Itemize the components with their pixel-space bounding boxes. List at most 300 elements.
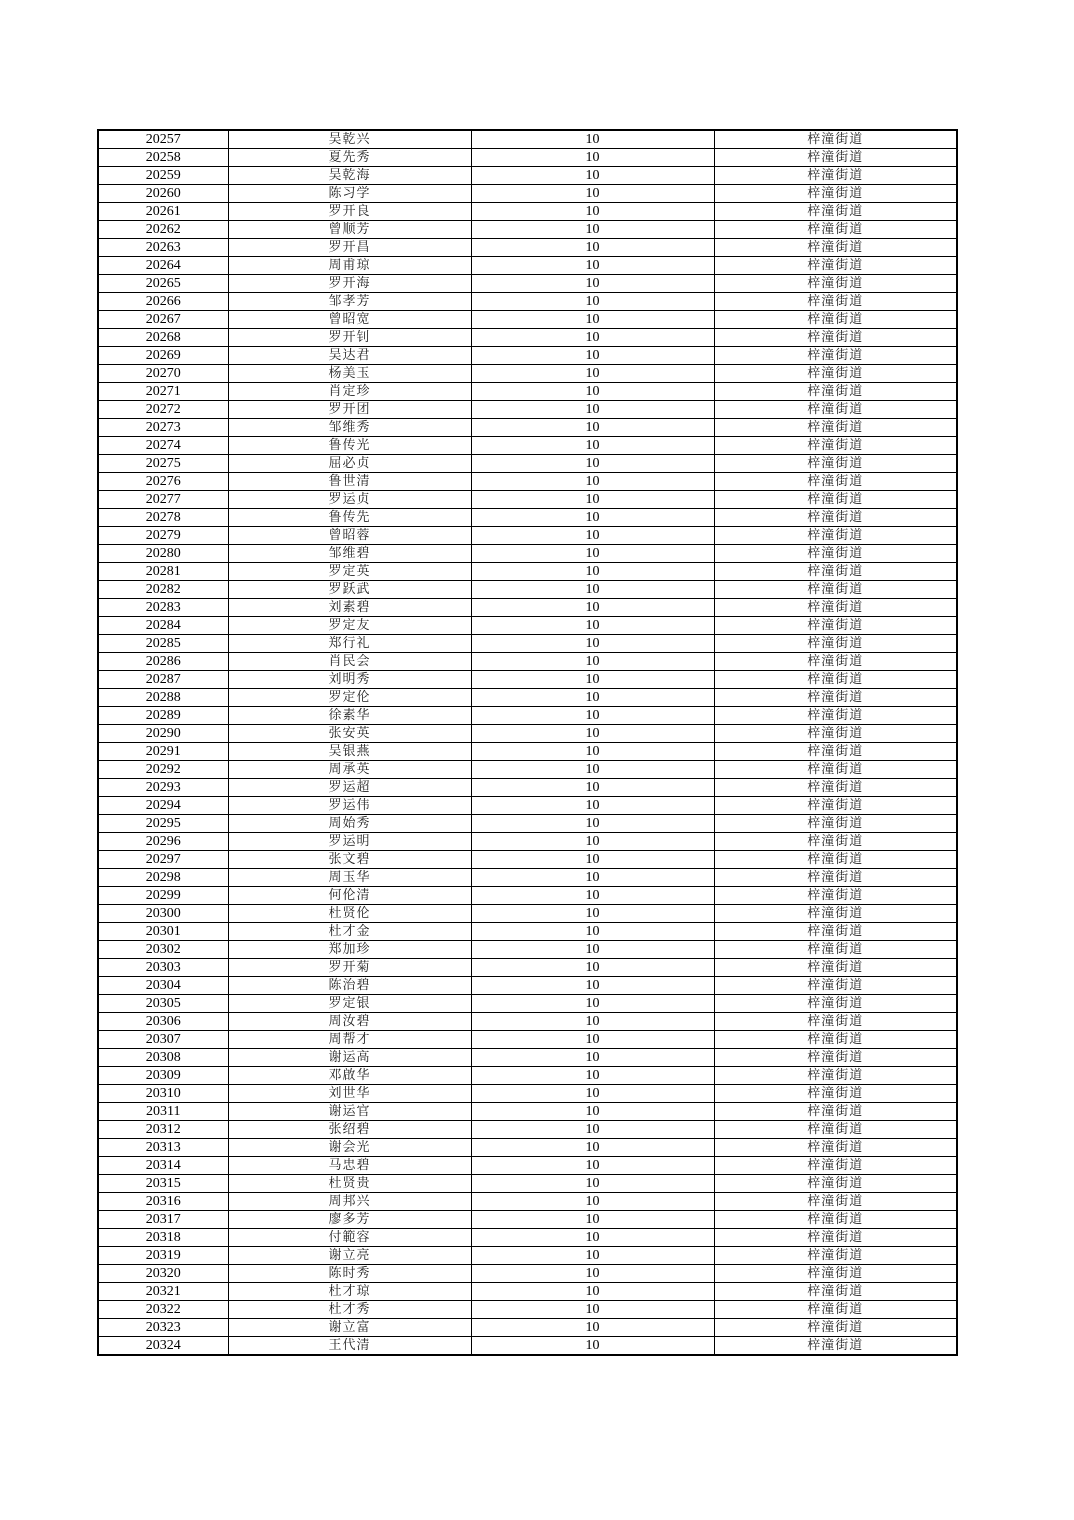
table-row xyxy=(98,1319,957,1337)
cell-amount: 10 xyxy=(471,959,714,977)
cell-id: 20323 xyxy=(98,1319,228,1337)
cell-id: 20274 xyxy=(98,437,228,455)
cell-name: 谢会光 xyxy=(228,1139,471,1157)
cell-id: 20294 xyxy=(98,797,228,815)
cell-id: 20291 xyxy=(98,743,228,761)
cell-amount: 10 xyxy=(471,581,714,599)
cell-amount: 10 xyxy=(471,1175,714,1193)
cell-id: 20313 xyxy=(98,1139,228,1157)
cell-street: 梓潼街道 xyxy=(714,527,957,545)
cell-amount: 10 xyxy=(471,239,714,257)
cell-amount: 10 xyxy=(471,185,714,203)
cell-name: 刘明秀 xyxy=(228,671,471,689)
cell-name: 肖定珍 xyxy=(228,383,471,401)
cell-street: 梓潼街道 xyxy=(714,1067,957,1085)
cell-amount: 10 xyxy=(471,293,714,311)
cell-name: 周玉华 xyxy=(228,869,471,887)
cell-id: 20268 xyxy=(98,329,228,347)
cell-id: 20282 xyxy=(98,581,228,599)
cell-amount: 10 xyxy=(471,869,714,887)
cell-street: 梓潼街道 xyxy=(714,1319,957,1337)
table-row xyxy=(98,761,957,779)
table-row xyxy=(98,887,957,905)
cell-amount: 10 xyxy=(471,221,714,239)
cell-street: 梓潼街道 xyxy=(714,995,957,1013)
cell-amount: 10 xyxy=(471,707,714,725)
cell-name: 罗运明 xyxy=(228,833,471,851)
table-row xyxy=(98,671,957,689)
cell-street: 梓潼街道 xyxy=(714,329,957,347)
cell-street: 梓潼街道 xyxy=(714,1013,957,1031)
cell-name: 肖民会 xyxy=(228,653,471,671)
cell-street: 梓潼街道 xyxy=(714,1337,957,1356)
table-row xyxy=(98,455,957,473)
table-row xyxy=(98,1247,957,1265)
table-row xyxy=(98,239,957,257)
cell-name: 谢立亮 xyxy=(228,1247,471,1265)
cell-id: 20307 xyxy=(98,1031,228,1049)
cell-street: 梓潼街道 xyxy=(714,1211,957,1229)
table-row xyxy=(98,635,957,653)
cell-id: 20258 xyxy=(98,149,228,167)
cell-name: 周邦兴 xyxy=(228,1193,471,1211)
cell-street: 梓潼街道 xyxy=(714,581,957,599)
cell-amount: 10 xyxy=(471,725,714,743)
cell-name: 屈必贞 xyxy=(228,455,471,473)
cell-amount: 10 xyxy=(471,1247,714,1265)
cell-name: 刘世华 xyxy=(228,1085,471,1103)
table-row xyxy=(98,1085,957,1103)
cell-amount: 10 xyxy=(471,1121,714,1139)
cell-street: 梓潼街道 xyxy=(714,815,957,833)
table-row xyxy=(98,689,957,707)
cell-id: 20269 xyxy=(98,347,228,365)
cell-name: 廖多芳 xyxy=(228,1211,471,1229)
cell-name: 罗运伟 xyxy=(228,797,471,815)
cell-amount: 10 xyxy=(471,797,714,815)
cell-id: 20295 xyxy=(98,815,228,833)
table-row xyxy=(98,869,957,887)
cell-amount: 10 xyxy=(471,509,714,527)
cell-amount: 10 xyxy=(471,1301,714,1319)
cell-name: 谢运官 xyxy=(228,1103,471,1121)
table-row xyxy=(98,1103,957,1121)
cell-id: 20266 xyxy=(98,293,228,311)
table-row xyxy=(98,149,957,167)
cell-name: 杜才琼 xyxy=(228,1283,471,1301)
cell-street: 梓潼街道 xyxy=(714,1175,957,1193)
cell-street: 梓潼街道 xyxy=(714,941,957,959)
cell-id: 20322 xyxy=(98,1301,228,1319)
cell-street: 梓潼街道 xyxy=(714,923,957,941)
cell-street: 梓潼街道 xyxy=(714,1193,957,1211)
table-row xyxy=(98,563,957,581)
cell-name: 张绍碧 xyxy=(228,1121,471,1139)
cell-street: 梓潼街道 xyxy=(714,563,957,581)
cell-street: 梓潼街道 xyxy=(714,833,957,851)
cell-name: 曾顺芳 xyxy=(228,221,471,239)
cell-name: 吴乾海 xyxy=(228,167,471,185)
cell-name: 罗定银 xyxy=(228,995,471,1013)
cell-amount: 10 xyxy=(471,833,714,851)
table-row xyxy=(98,779,957,797)
cell-id: 20317 xyxy=(98,1211,228,1229)
cell-name: 杜才秀 xyxy=(228,1301,471,1319)
cell-name: 杜贤伦 xyxy=(228,905,471,923)
table-row xyxy=(98,725,957,743)
cell-id: 20320 xyxy=(98,1265,228,1283)
cell-amount: 10 xyxy=(471,905,714,923)
cell-street: 梓潼街道 xyxy=(714,311,957,329)
cell-amount: 10 xyxy=(471,923,714,941)
cell-id: 20271 xyxy=(98,383,228,401)
cell-name: 邓啟华 xyxy=(228,1067,471,1085)
cell-id: 20278 xyxy=(98,509,228,527)
table-row xyxy=(98,851,957,869)
cell-street: 梓潼街道 xyxy=(714,959,957,977)
cell-id: 20292 xyxy=(98,761,228,779)
cell-name: 罗开团 xyxy=(228,401,471,419)
cell-amount: 10 xyxy=(471,1103,714,1121)
cell-street: 梓潼街道 xyxy=(714,1121,957,1139)
cell-street: 梓潼街道 xyxy=(714,635,957,653)
cell-amount: 10 xyxy=(471,130,714,149)
cell-street: 梓潼街道 xyxy=(714,1103,957,1121)
cell-amount: 10 xyxy=(471,275,714,293)
cell-name: 邹孝芳 xyxy=(228,293,471,311)
cell-id: 20275 xyxy=(98,455,228,473)
cell-amount: 10 xyxy=(471,437,714,455)
cell-id: 20321 xyxy=(98,1283,228,1301)
cell-name: 马忠碧 xyxy=(228,1157,471,1175)
cell-street: 梓潼街道 xyxy=(714,671,957,689)
cell-name: 曾昭宽 xyxy=(228,311,471,329)
cell-street: 梓潼街道 xyxy=(714,779,957,797)
cell-id: 20299 xyxy=(98,887,228,905)
cell-street: 梓潼街道 xyxy=(714,275,957,293)
cell-id: 20311 xyxy=(98,1103,228,1121)
cell-street: 梓潼街道 xyxy=(714,1031,957,1049)
cell-id: 20289 xyxy=(98,707,228,725)
cell-id: 20324 xyxy=(98,1337,228,1356)
table-row xyxy=(98,419,957,437)
cell-id: 20314 xyxy=(98,1157,228,1175)
cell-name: 夏先秀 xyxy=(228,149,471,167)
cell-name: 刘素碧 xyxy=(228,599,471,617)
cell-amount: 10 xyxy=(471,329,714,347)
cell-name: 杨美玉 xyxy=(228,365,471,383)
cell-amount: 10 xyxy=(471,1049,714,1067)
table-row xyxy=(98,311,957,329)
cell-id: 20273 xyxy=(98,419,228,437)
cell-id: 20290 xyxy=(98,725,228,743)
cell-street: 梓潼街道 xyxy=(714,130,957,149)
cell-street: 梓潼街道 xyxy=(714,1229,957,1247)
table-row xyxy=(98,1121,957,1139)
cell-street: 梓潼街道 xyxy=(714,725,957,743)
cell-street: 梓潼街道 xyxy=(714,707,957,725)
cell-street: 梓潼街道 xyxy=(714,545,957,563)
cell-id: 20304 xyxy=(98,977,228,995)
cell-name: 徐素华 xyxy=(228,707,471,725)
cell-street: 梓潼街道 xyxy=(714,1049,957,1067)
cell-name: 罗定伦 xyxy=(228,689,471,707)
table-row xyxy=(98,1193,957,1211)
cell-street: 梓潼街道 xyxy=(714,491,957,509)
cell-amount: 10 xyxy=(471,653,714,671)
cell-street: 梓潼街道 xyxy=(714,1139,957,1157)
cell-amount: 10 xyxy=(471,779,714,797)
table-row xyxy=(98,257,957,275)
cell-id: 20319 xyxy=(98,1247,228,1265)
cell-id: 20285 xyxy=(98,635,228,653)
cell-name: 罗开钊 xyxy=(228,329,471,347)
cell-id: 20300 xyxy=(98,905,228,923)
cell-amount: 10 xyxy=(471,815,714,833)
cell-id: 20257 xyxy=(98,130,228,149)
cell-street: 梓潼街道 xyxy=(714,599,957,617)
cell-amount: 10 xyxy=(471,689,714,707)
cell-name: 王代清 xyxy=(228,1337,471,1356)
table-row xyxy=(98,833,957,851)
table-row xyxy=(98,959,957,977)
cell-street: 梓潼街道 xyxy=(714,221,957,239)
table-body xyxy=(98,130,957,1355)
cell-amount: 10 xyxy=(471,491,714,509)
cell-amount: 10 xyxy=(471,671,714,689)
cell-street: 梓潼街道 xyxy=(714,437,957,455)
table-row xyxy=(98,329,957,347)
cell-id: 20276 xyxy=(98,473,228,491)
cell-amount: 10 xyxy=(471,1211,714,1229)
cell-amount: 10 xyxy=(471,599,714,617)
table-row xyxy=(98,797,957,815)
table-row xyxy=(98,509,957,527)
cell-id: 20267 xyxy=(98,311,228,329)
cell-amount: 10 xyxy=(471,1265,714,1283)
cell-street: 梓潼街道 xyxy=(714,1283,957,1301)
cell-name: 吴银燕 xyxy=(228,743,471,761)
cell-id: 20259 xyxy=(98,167,228,185)
table-row xyxy=(98,130,957,149)
cell-amount: 10 xyxy=(471,887,714,905)
cell-id: 20263 xyxy=(98,239,228,257)
cell-street: 梓潼街道 xyxy=(714,653,957,671)
cell-amount: 10 xyxy=(471,1283,714,1301)
cell-street: 梓潼街道 xyxy=(714,1157,957,1175)
cell-name: 罗开良 xyxy=(228,203,471,221)
cell-id: 20286 xyxy=(98,653,228,671)
cell-amount: 10 xyxy=(471,743,714,761)
cell-name: 陈时秀 xyxy=(228,1265,471,1283)
cell-name: 郑行礼 xyxy=(228,635,471,653)
cell-name: 曾昭蓉 xyxy=(228,527,471,545)
cell-amount: 10 xyxy=(471,383,714,401)
cell-amount: 10 xyxy=(471,1139,714,1157)
cell-street: 梓潼街道 xyxy=(714,797,957,815)
cell-amount: 10 xyxy=(471,473,714,491)
cell-id: 20309 xyxy=(98,1067,228,1085)
cell-id: 20302 xyxy=(98,941,228,959)
cell-name: 周帮才 xyxy=(228,1031,471,1049)
cell-name: 罗运贞 xyxy=(228,491,471,509)
table-row xyxy=(98,545,957,563)
cell-street: 梓潼街道 xyxy=(714,365,957,383)
cell-amount: 10 xyxy=(471,149,714,167)
cell-street: 梓潼街道 xyxy=(714,185,957,203)
cell-id: 20297 xyxy=(98,851,228,869)
table-row xyxy=(98,923,957,941)
cell-street: 梓潼街道 xyxy=(714,761,957,779)
cell-amount: 10 xyxy=(471,1067,714,1085)
cell-amount: 10 xyxy=(471,1337,714,1356)
cell-name: 邹维秀 xyxy=(228,419,471,437)
table-row xyxy=(98,581,957,599)
table-row xyxy=(98,1031,957,1049)
table-row xyxy=(98,167,957,185)
cell-street: 梓潼街道 xyxy=(714,257,957,275)
cell-street: 梓潼街道 xyxy=(714,509,957,527)
cell-amount: 10 xyxy=(471,311,714,329)
cell-id: 20296 xyxy=(98,833,228,851)
table-row xyxy=(98,203,957,221)
cell-id: 20284 xyxy=(98,617,228,635)
cell-id: 20260 xyxy=(98,185,228,203)
cell-amount: 10 xyxy=(471,617,714,635)
table-row xyxy=(98,1139,957,1157)
table-row xyxy=(98,293,957,311)
cell-id: 20316 xyxy=(98,1193,228,1211)
table-row xyxy=(98,1157,957,1175)
cell-amount: 10 xyxy=(471,1319,714,1337)
cell-street: 梓潼街道 xyxy=(714,617,957,635)
cell-street: 梓潼街道 xyxy=(714,1247,957,1265)
table-row xyxy=(98,977,957,995)
cell-id: 20312 xyxy=(98,1121,228,1139)
cell-id: 20270 xyxy=(98,365,228,383)
cell-street: 梓潼街道 xyxy=(714,203,957,221)
cell-name: 吴达君 xyxy=(228,347,471,365)
table-row xyxy=(98,617,957,635)
cell-amount: 10 xyxy=(471,419,714,437)
table-row xyxy=(98,185,957,203)
cell-amount: 10 xyxy=(471,167,714,185)
cell-name: 张安英 xyxy=(228,725,471,743)
cell-amount: 10 xyxy=(471,977,714,995)
cell-name: 杜贤贵 xyxy=(228,1175,471,1193)
cell-street: 梓潼街道 xyxy=(714,401,957,419)
cell-street: 梓潼街道 xyxy=(714,1265,957,1283)
cell-street: 梓潼街道 xyxy=(714,1085,957,1103)
cell-street: 梓潼街道 xyxy=(714,887,957,905)
cell-name: 谢运高 xyxy=(228,1049,471,1067)
cell-amount: 10 xyxy=(471,851,714,869)
cell-amount: 10 xyxy=(471,761,714,779)
cell-id: 20305 xyxy=(98,995,228,1013)
cell-id: 20315 xyxy=(98,1175,228,1193)
table-row xyxy=(98,437,957,455)
cell-id: 20318 xyxy=(98,1229,228,1247)
table-row xyxy=(98,1265,957,1283)
cell-amount: 10 xyxy=(471,455,714,473)
table-row xyxy=(98,1337,957,1356)
cell-id: 20283 xyxy=(98,599,228,617)
cell-name: 周甫琼 xyxy=(228,257,471,275)
table-row xyxy=(98,743,957,761)
cell-id: 20265 xyxy=(98,275,228,293)
table-row xyxy=(98,995,957,1013)
cell-amount: 10 xyxy=(471,203,714,221)
cell-name: 郑加珍 xyxy=(228,941,471,959)
cell-street: 梓潼街道 xyxy=(714,149,957,167)
table-row xyxy=(98,383,957,401)
cell-street: 梓潼街道 xyxy=(714,293,957,311)
cell-street: 梓潼街道 xyxy=(714,167,957,185)
table-row xyxy=(98,1049,957,1067)
cell-street: 梓潼街道 xyxy=(714,473,957,491)
cell-amount: 10 xyxy=(471,401,714,419)
cell-id: 20308 xyxy=(98,1049,228,1067)
cell-id: 20277 xyxy=(98,491,228,509)
cell-amount: 10 xyxy=(471,635,714,653)
table-row xyxy=(98,1013,957,1031)
cell-name: 周汝碧 xyxy=(228,1013,471,1031)
cell-name: 罗开菊 xyxy=(228,959,471,977)
cell-name: 付範容 xyxy=(228,1229,471,1247)
cell-street: 梓潼街道 xyxy=(714,743,957,761)
cell-id: 20279 xyxy=(98,527,228,545)
table-row xyxy=(98,599,957,617)
table-row xyxy=(98,1211,957,1229)
cell-name: 陈治碧 xyxy=(228,977,471,995)
cell-id: 20310 xyxy=(98,1085,228,1103)
cell-name: 陈习学 xyxy=(228,185,471,203)
table-row xyxy=(98,905,957,923)
table-row xyxy=(98,473,957,491)
cell-id: 20261 xyxy=(98,203,228,221)
cell-name: 谢立富 xyxy=(228,1319,471,1337)
cell-id: 20306 xyxy=(98,1013,228,1031)
table-row xyxy=(98,221,957,239)
table-row xyxy=(98,1229,957,1247)
table-row xyxy=(98,1175,957,1193)
table-row xyxy=(98,491,957,509)
cell-id: 20298 xyxy=(98,869,228,887)
cell-amount: 10 xyxy=(471,1193,714,1211)
table-row xyxy=(98,1301,957,1319)
cell-street: 梓潼街道 xyxy=(714,977,957,995)
cell-name: 罗开昌 xyxy=(228,239,471,257)
cell-street: 梓潼街道 xyxy=(714,383,957,401)
cell-amount: 10 xyxy=(471,545,714,563)
cell-amount: 10 xyxy=(471,995,714,1013)
cell-amount: 10 xyxy=(471,1229,714,1247)
cell-amount: 10 xyxy=(471,1157,714,1175)
cell-name: 罗开海 xyxy=(228,275,471,293)
cell-street: 梓潼街道 xyxy=(714,689,957,707)
cell-name: 邹维碧 xyxy=(228,545,471,563)
cell-street: 梓潼街道 xyxy=(714,347,957,365)
cell-id: 20303 xyxy=(98,959,228,977)
cell-id: 20293 xyxy=(98,779,228,797)
table-row xyxy=(98,347,957,365)
cell-name: 何伦清 xyxy=(228,887,471,905)
cell-amount: 10 xyxy=(471,941,714,959)
table-row xyxy=(98,941,957,959)
cell-amount: 10 xyxy=(471,1031,714,1049)
cell-name: 罗运超 xyxy=(228,779,471,797)
cell-id: 20264 xyxy=(98,257,228,275)
